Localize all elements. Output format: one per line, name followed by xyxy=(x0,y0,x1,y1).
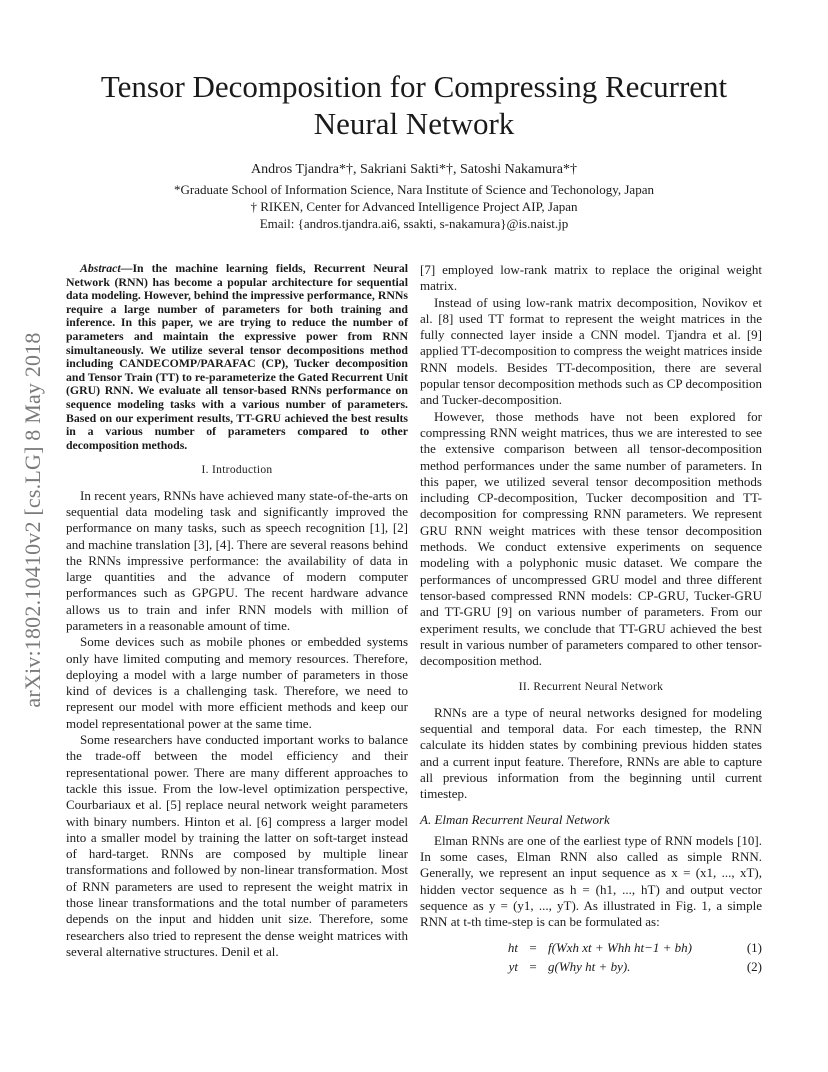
intro-paragraph-5: Instead of using low-rank matrix decomposition, Novikov et al. [8] used TT format to represent the weight matrices in the fully connected layer inside a CNN model. Tjandra et al. [9] applied TT-decomposition to compress the weight matrices inside RNN models. Besides TT-decomposition, there are several popular tensor decomposition methods such as CP decomposition and Tucker-decomposition. xyxy=(420,294,762,408)
right-column xyxy=(420,262,762,977)
author-email: Email: {andros.tjandra.ai6, ssakti, s-nakamura}@is.naist.jp xyxy=(259,216,569,231)
elman-paragraph: Elman RNNs are one of the earliest type of RNN models [10]. In some cases, Elman RNN also called as simple RNN. Generally, we represent an input sequence as x = (x1, ..., xT), hidden vector sequence as h = (h1, ..., hT) and output vector sequence as y = (y1, ..., yT). As illustrated in Fig. 1, a simple RNN at t-th time-step is can be formulated as: xyxy=(420,832,762,930)
equation-2: yt = g(Why ht + by). (2) xyxy=(420,958,762,977)
title-line-1: Tensor Decomposition for Compressing Recurrent xyxy=(100,69,728,104)
section-heading-rnn: II. Recurrent Neural Network xyxy=(518,681,664,694)
equation-2-rhs: g(Why ht + by). xyxy=(548,958,631,974)
left-column xyxy=(66,262,408,960)
equation-2-number: (2) xyxy=(746,958,762,974)
rnn-paragraph-1: RNNs are a type of neural networks designed for modeling sequential and temporal data. For each timestep, the RNN calculate its hidden states by combining previous hidden states and a current input feature. Therefore, RNNs are able to capture all previous information from the beginning until current timestep. xyxy=(420,704,762,802)
intro-paragraph-3: Some researchers have conducted important works to balance the trade-off between the model efficiency and their representational power. There are many different approaches to tackle this issue. From the low-level optimization perspective, Courbariaux et al. [5] replace neural network weight parameters with binary numbers. Hinton et al. [6] compress a larger model into a smaller model by training the latter on soft-target instead of hard-target. RNNs are composed by multiple linear transformations and followed by non-linear transformation. Most of RNN parameters are used to represent the weight matrix in those linear transformations and the total number of parameters depends on the input and hidden unit size. Therefore, some researchers also tried to represent the dense weight matrices with several alternative structures. Denil et al. xyxy=(66,732,408,959)
equation-2-lhs: yt xyxy=(508,958,518,974)
intro-paragraph-4: [7] employed low-rank matrix to replace the original weight matrix. xyxy=(420,262,762,294)
abstract-text: —In the machine learning fields, Recurrent Neural Network (RNN) has become a popular architecture for sequential data modeling. However, behind the impressive performance, RNNs require a large number of parameters for both training and inference. In this paper, we are trying to reduce the number of parameters and maintain the expressive power from RNN simultaneously. We utilize several tensor decompositions method including CANDECOMP/PARAFAC (CP), Tucker decomposition and Tensor Train (TT) to re-parameterize the Gated Recurrent Unit (GRU) RNN. We evaluate all tensor-based RNNs performance on sequence modeling tasks with a various number of parameters. Based on our experiment results, TT-GRU achieved the best results in a various number of parameters compared to other decomposition methods. xyxy=(66,261,408,452)
equation-1-number: (1) xyxy=(746,939,762,955)
equation-1-rhs: f(Wxh xt + Whh ht−1 + bh) xyxy=(548,939,693,955)
affiliation-2: † RIKEN, Center for Advanced Intelligence Project AIP, Japan xyxy=(250,199,578,214)
paper-title xyxy=(60,68,768,142)
equation-1: ht = f(Wxh xt + Whh ht−1 + bh) (1) xyxy=(420,939,762,958)
title-line-2: Neural Network xyxy=(313,106,515,141)
author-list: Andros Tjandra*†, Sakriani Sakti*†, Satoshi Nakamura*† xyxy=(251,162,577,177)
abstract xyxy=(66,262,408,452)
section-heading-introduction: I. Introduction xyxy=(201,464,273,477)
abstract-label: Abstract xyxy=(80,261,121,275)
equation-1-lhs: ht xyxy=(507,939,518,955)
subsection-heading-elman: A. Elman Recurrent Neural Network xyxy=(420,811,610,827)
intro-paragraph-1: In recent years, RNNs have achieved many state-of-the-arts on sequential data modeling task and significantly improved the performance on many tasks, such as speech recognition [1], [2] and machine translation [3], [4]. There are several reasons behind the RNNs impressive performance: the availability of data in large quantities and the advance of modern computer performances such as GPGPU. The recent hardware advance allows us to train and infer RNN models with million of parameters in a reasonable amount of time. xyxy=(66,487,408,633)
intro-paragraph-2: Some devices such as mobile phones or embedded systems only have limited computing and memory resources. Therefore, deploying a model with a large number of parameters in those kind of devices is a challenging task. Therefore, we need to represent our model with more efficient methods and keep our model representational power at the same time. xyxy=(66,634,408,731)
affiliation-1: *Graduate School of Information Science, Nara Institute of Science and Techonology, Japan xyxy=(174,182,654,197)
arxiv-identifier: arXiv:1802.10410v2 [cs.LG] 8 May 2018 xyxy=(20,332,45,708)
arxiv-sidebar xyxy=(20,280,46,760)
intro-paragraph-6: However, those methods have not been explored for compressing RNN weight matrices, thus we are interested to see the extensive comparison between all tensor-decomposition method performances under the same number of parameters. In this paper, we utilized several tensor decomposition methods including CP-decomposition, Tucker decomposition and TT-decomposition for compressing RNN parameters. We represent GRU RNN weight matrices with these tensor decomposition methods. We conduct extensive experiments on sequence modeling with a polyphonic music dataset. We compare the performances of uncompressed GRU model and three different tensor-based compressed RNN models: CP-GRU, Tucker-GRU and TT-GRU [9] on various number of parameters. From our experiment results, we conclude that TT-GRU achieved the best result in various number of parameters compared to other tensor-decomposition method. xyxy=(420,408,762,669)
